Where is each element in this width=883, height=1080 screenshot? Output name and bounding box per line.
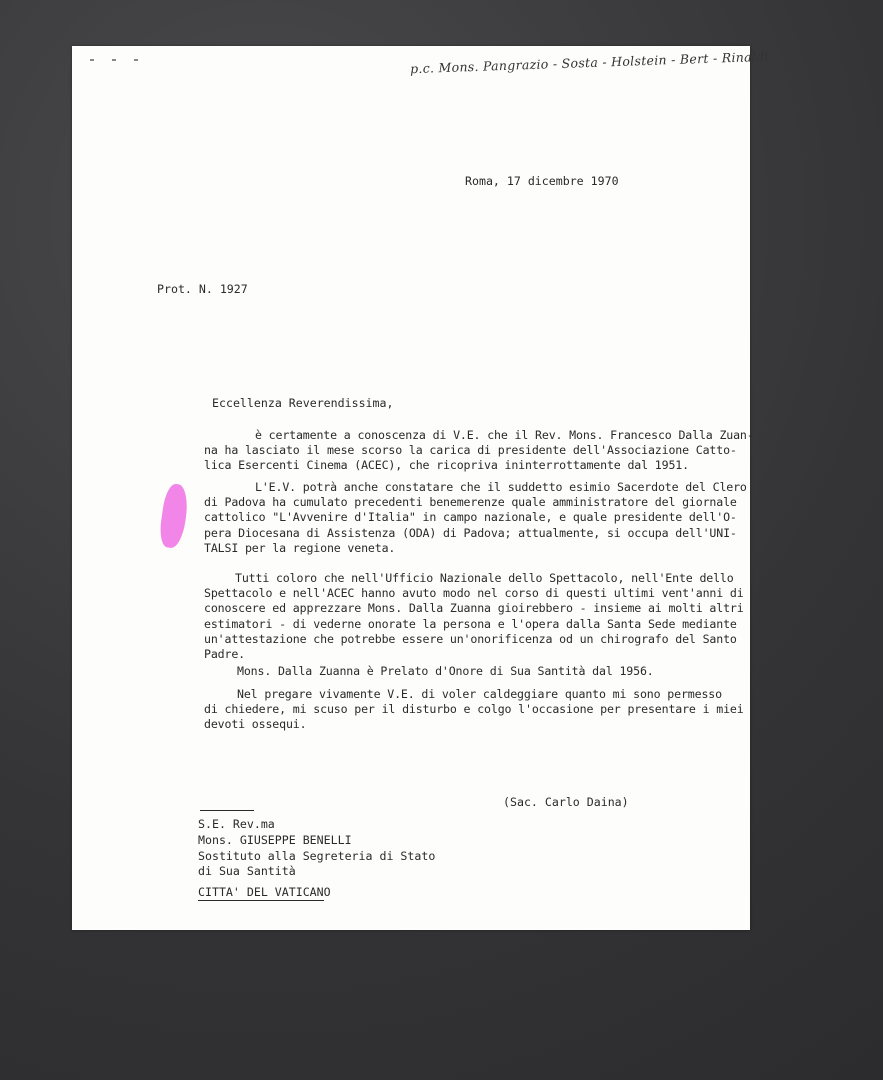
text-line: è certamente a conoscenza di V.E. che il Rev. Mons. Francesco Dalla Zuan- <box>255 428 754 442</box>
text-line: di chiedere, mi scuso per il disturbo e colgo l'occasione per presentare i miei <box>204 702 744 717</box>
text-line: TALSI per la regione veneta. <box>204 540 396 555</box>
text-line: Mons. Dalla Zuanna è Prelato d'Onore di Sua Santità dal 1956. <box>237 664 654 678</box>
text-line: un'attestazione che potrebbe essere un'onorificenza od un chirografo del Santo <box>204 631 737 646</box>
paragraph-5 <box>197 687 744 733</box>
text-line: Spettacolo e nell'ACEC hanno avuto modo nel corso di questi ultimi vent'anni di <box>204 586 744 601</box>
text-line: devoti ossequi. <box>204 717 307 732</box>
date-line: Roma, 17 dicembre 1970 <box>465 174 619 188</box>
addressee-line: S.E. Rev.ma <box>198 817 275 831</box>
text-line: lica Esercenti Cinema (ACEC), che ricopriva ininterrottamente dal 1951. <box>204 458 689 473</box>
paragraph-4 <box>197 664 727 679</box>
city-underline <box>198 900 324 901</box>
text-line: Tutti coloro che nell'Ufficio Nazionale dello Spettacolo, nell'Ente dello <box>235 571 734 585</box>
text-line: estimatori - di vederne onorate la persona e l'opera dalla Santa Sede mediante <box>204 616 737 631</box>
salutation: Eccellenza Reverendissima, <box>212 396 394 410</box>
text-line: cattolico "L'Avvenire d'Italia" in campo nazionale, e quale presidente dell'O- <box>204 510 737 525</box>
text-line: di Padova ha cumulato precedenti benemerenze quale amministratore del giornale <box>204 495 737 510</box>
text-line: na ha lasciato il mese scorso la carica di presidente dell'Associazione Catto- <box>204 443 737 458</box>
destination-city: CITTA' DEL VATICANO <box>198 885 331 899</box>
handwritten-note: p.c. Mons. Pangrazio - Sosta - Holstein - Bert - Rinaldi <box>409 48 769 77</box>
addressee-line: Mons. GIUSEPPE BENELLI <box>198 832 352 847</box>
paragraph-2 <box>197 480 747 556</box>
addressee-line: di Sua Santità <box>198 864 296 879</box>
page-edge-marks <box>90 46 210 50</box>
protocol-number: Prot. N. 1927 <box>157 282 248 296</box>
text-line: L'E.V. potrà anche constatare che il suddetto esimio Sacerdote del Clero <box>255 480 747 494</box>
text-line: conoscere ed apprezzare Mons. Dalla Zuanna gioirebbero - insieme ai molti altri <box>204 601 744 616</box>
paragraph-1 <box>197 428 754 474</box>
addressee-block <box>198 817 435 880</box>
paragraph-3 <box>197 571 744 662</box>
signature: (Sac. Carlo Daina) <box>503 795 629 809</box>
text-line: pera Diocesana di Assistenza (ODA) di Padova; attualmente, si occupa dell'UNI- <box>204 525 737 540</box>
text-line: Nel pregare vivamente V.E. di voler caldeggiare quanto mi sono permesso <box>237 687 722 701</box>
text-line: Padre. <box>204 647 245 662</box>
addressee-line: Sostituto alla Segreteria di Stato <box>198 848 436 863</box>
divider <box>200 810 254 811</box>
